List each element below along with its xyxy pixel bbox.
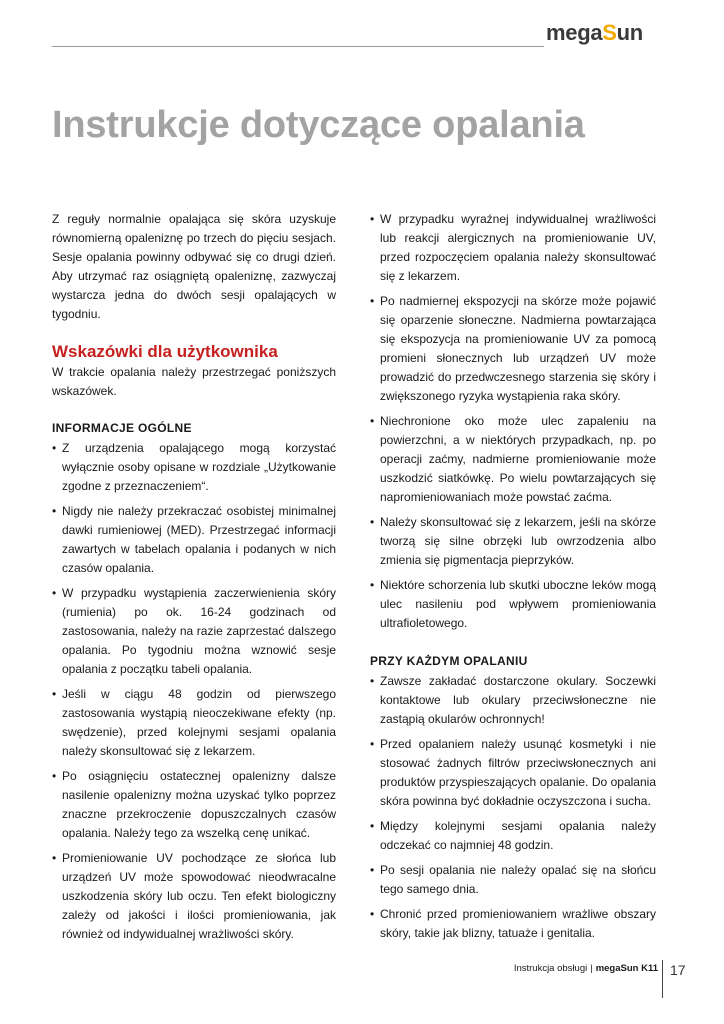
list-item: • Z urządzenia opalającego mogą korzystać wyłącznie osoby opisane w rozdziale „Użytkowanie zgodne z przeznaczeniem“.	[52, 439, 336, 496]
each-session-list	[370, 672, 656, 943]
general-info-list	[52, 439, 336, 944]
intro-paragraph: Z reguły normalnie opalająca się skóra uzyskuje równomierną opaleniznę po trzech do pięciu sesjach. Sesje opalania powinny odbywać się co drugi dzień. Aby utrzymać raz osiągniętą opaleniznę, zazwyczaj wystarcza jedna do dwóch sesji opalających w tygodniu.	[52, 212, 336, 321]
left-column	[52, 210, 336, 950]
list-item: • Zawsze zakładać dostarczone okulary. Soczewki kontaktowe lub okulary przeciwsłoneczne nie zastąpią okularów ochronnych!	[370, 672, 656, 729]
list-item: • Po nadmiernej ekspozycji na skórze może pojawić się oparzenie słoneczne. Nadmierna powtarzająca się ekspozycja na promieniowanie UV za pomocą promieni słonecznych lub urządzeń UV może prowadzić do przedwczesnego starzenia się skóry i zwiększonego ryzyka wystąpienia raka skóry.	[370, 292, 656, 406]
list-item: • Po osiągnięciu ostatecznej opalenizny dalsze nasilenie opalenizny można uzyskać tylko poprzez znaczne przekroczenie dopuszczalnych czasów opalania. Należy tego za wszelką cenę unikać.	[52, 767, 336, 843]
header-rule	[52, 46, 544, 47]
list-item: • W przypadku wystąpienia zaczerwienienia skóry (rumienia) po ok. 16-24 godzinach od zastosowania, należy na razie zaprzestać dalszego opalania. Po tygodniu można wznowić sesje opalania z początku tabeli opalania.	[52, 584, 336, 679]
right-column	[370, 210, 656, 949]
footer-rule	[662, 960, 663, 998]
subheading-general-info: INFORMACJE OGÓLNE	[52, 421, 192, 435]
general-info-list-continued	[370, 210, 656, 633]
megasun-logo: megaSun	[546, 20, 643, 45]
section-intro: W trakcie opalania należy przestrzegać poniższych wskazówek.	[52, 365, 336, 398]
list-item: • Niektóre schorzenia lub skutki uboczne leków mogą ulec nasileniu pod wpływem promieniowania ultrafioletowego.	[370, 576, 656, 633]
footer-label	[514, 963, 658, 974]
list-item: • Przed opalaniem należy usunąć kosmetyki i nie stosować żadnych filtrów przeciwsłonecznych ani produktów przyspieszających opalanie. Do opalania skóra powinna być dokładnie oczyszczona i sucha.	[370, 735, 656, 811]
page-title: Instrukcje dotyczące opalania	[52, 104, 585, 146]
list-item: • Jeśli w ciągu 48 godzin od pierwszego zastosowania wystąpią nieoczekiwane efekty (np. swędzenie), przed kolejnymi sesjami opalania należy skonsultować się z lekarzem.	[52, 685, 336, 761]
subheading-each-session: PRZY KAŻDYM OPALANIU	[370, 654, 528, 668]
footer-doc-label: Instrukcja obsługi	[513, 963, 588, 974]
section-heading: Wskazówki dla użytkownika	[52, 342, 278, 361]
footer-model: megaSun K11	[595, 963, 658, 974]
list-item: • Chronić przed promieniowaniem wrażliwe obszary skóry, takie jak blizny, tatuaże i genitalia.	[370, 905, 656, 943]
list-item: • Promieniowanie UV pochodzące ze słońca lub urządzeń UV może spowodować nieodwracalne uszkodzenia skóry lub oczu. Ten efekt biologiczny zależy od jakości i ilości promieniowania, jak również od indywidualnej wrażliwości skóry.	[52, 849, 336, 944]
list-item: • Nigdy nie należy przekraczać osobistej minimalnej dawki rumieniowej (MED). Przestrzegać informacji zawartych w tabelach opalania i podanych w nich czasów opalania.	[52, 502, 336, 578]
list-item: • Niechronione oko może ulec zapaleniu na powierzchni, a w niektórych przypadkach, np. po operacji zaćmy, nadmierne promieniowanie może uszkodzić siatkówkę. Po wielu powtarzających się napromieniowaniach może powstać zaćma.	[370, 412, 656, 507]
list-item: • Po sesji opalania nie należy opalać się na słońcu tego samego dnia.	[370, 861, 656, 899]
footer-separator: |	[590, 963, 593, 974]
list-item: • Między kolejnymi sesjami opalania należy odczekać co najmniej 48 godzin.	[370, 817, 656, 855]
list-item: • Należy skonsultować się z lekarzem, jeśli na skórze tworzą się silne obrzęki lub owrzodzenia albo zmienia się pigmentacja pieprzyków.	[370, 513, 656, 570]
list-item: • W przypadku wyraźnej indywidualnej wrażliwości lub reakcji alergicznych na promieniowanie UV, przed rozpoczęciem opalania należy skonsultować się z lekarzem.	[370, 210, 656, 286]
page-number: 17	[670, 962, 686, 978]
